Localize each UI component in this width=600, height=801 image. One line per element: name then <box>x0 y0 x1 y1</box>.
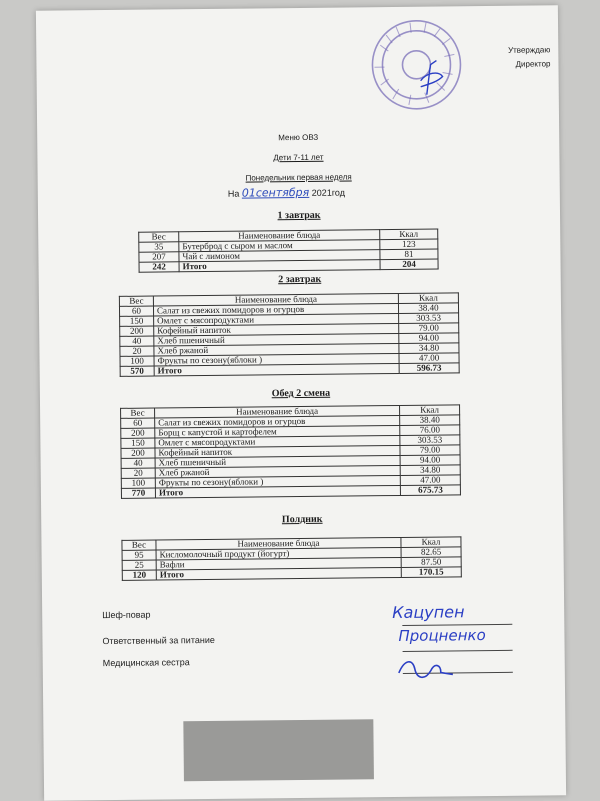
cell-kcal: 94.00 <box>399 333 459 344</box>
section-title-breakfast1: 1 завтрак <box>277 209 321 222</box>
cell-kcal: 170.15 <box>401 567 461 578</box>
cell-name: Кофейный напиток <box>154 323 399 336</box>
table-breakfast2 <box>119 292 460 377</box>
cell-kcal: 76.00 <box>400 425 460 436</box>
cell-weight: 40 <box>120 336 154 346</box>
section-title-lunch: Обед 2 смена <box>271 387 331 400</box>
cell-name: Салат из свежих помидоров и огурцов <box>153 303 398 316</box>
date-handwritten: 01сентября <box>241 185 310 200</box>
cell-name: Чай с лимоном <box>179 250 380 262</box>
cell-name: Фрукты по сезону(яблоки ) <box>155 475 400 488</box>
cell-kcal: 94.00 <box>400 455 460 466</box>
cell-weight: 200 <box>120 326 154 336</box>
section-title-snack: Полдник <box>281 513 323 526</box>
cell-weight: 150 <box>121 438 155 448</box>
cell-weight: 35 <box>139 242 179 252</box>
photo-background-object <box>183 719 374 781</box>
menu-document <box>36 5 566 800</box>
col-kcal: Ккал <box>400 405 460 416</box>
col-name: Наименование блюда <box>156 537 401 550</box>
col-name: Наименование блюда <box>155 405 400 418</box>
cell-weight: 95 <box>122 550 156 560</box>
cell-name: Хлеб пшеничный <box>155 455 400 468</box>
cell-name: Итого <box>154 363 399 376</box>
cell-name: Кофейный напиток <box>155 445 400 458</box>
cell-kcal: 34.80 <box>399 343 459 354</box>
nurse-signature <box>395 652 465 687</box>
cell-weight: 100 <box>120 356 154 366</box>
age-group: Дети 7-11 лет <box>273 152 324 163</box>
chef-label: Шеф-повар <box>102 609 151 621</box>
cell-weight: 207 <box>139 252 179 262</box>
cell-name: Хлеб ржаной <box>155 465 400 478</box>
nurse-label: Медицинская сестра <box>102 657 190 669</box>
cell-kcal: 303.53 <box>399 313 459 324</box>
document-page <box>36 5 566 800</box>
table-total-row <box>120 363 459 377</box>
cell-weight: 25 <box>122 560 156 570</box>
cell-kcal: 303.53 <box>400 435 460 446</box>
cell-name: Итого <box>156 567 401 580</box>
date-prefix: На <box>227 188 240 199</box>
cell-kcal: 47.00 <box>400 475 460 486</box>
table-snack <box>121 536 461 581</box>
chef-signature: Кацупен <box>392 602 465 623</box>
cell-name: Салат из свежих помидоров и огурцов <box>155 415 400 428</box>
cell-weight: 770 <box>121 488 155 498</box>
cell-name: Хлеб пшеничный <box>154 333 399 346</box>
cell-weight: 100 <box>121 478 155 488</box>
col-kcal: Ккал <box>401 537 461 548</box>
cell-name: Кисломолочный продукт (йогурт) <box>156 547 401 560</box>
cell-name: Бутерброд с сыром и маслом <box>179 240 380 252</box>
cell-kcal: 38.40 <box>400 415 460 426</box>
cell-weight: 150 <box>120 316 154 326</box>
cell-kcal: 204 <box>380 259 438 270</box>
table-total-row <box>139 259 438 272</box>
table-total-row <box>121 485 460 499</box>
cell-name: Омлет с мясопродуктами <box>155 435 400 448</box>
cell-kcal: 675.73 <box>400 485 460 496</box>
date-line <box>228 186 345 200</box>
col-kcal: Ккал <box>398 293 458 304</box>
col-name: Наименование блюда <box>179 230 380 242</box>
cell-kcal: 34.80 <box>400 465 460 476</box>
cell-kcal: 87.50 <box>401 557 461 568</box>
director-label: Директор <box>515 59 551 69</box>
section-title-breakfast2: 2 завтрак <box>278 273 322 286</box>
cell-weight: 20 <box>121 468 155 478</box>
year-suffix: 2021год <box>311 187 345 198</box>
cell-weight: 570 <box>120 366 154 376</box>
cell-weight: 60 <box>119 306 153 316</box>
cell-weight: 60 <box>121 418 155 428</box>
cell-weight: 242 <box>139 262 179 272</box>
table-lunch <box>120 404 461 499</box>
col-weight: Вес <box>119 296 153 306</box>
cell-weight: 20 <box>120 346 154 356</box>
responsible-label: Ответственный за питание <box>102 634 215 647</box>
cell-weight: 120 <box>122 570 156 580</box>
cell-name: Итого <box>179 260 380 272</box>
cell-kcal: 79.00 <box>400 445 460 456</box>
col-name: Наименование блюда <box>153 293 398 306</box>
col-weight: Вес <box>122 540 156 550</box>
table-breakfast1 <box>138 229 438 273</box>
col-weight: Вес <box>139 232 179 242</box>
table-total-row <box>122 567 461 581</box>
cell-weight: 40 <box>121 458 155 468</box>
cell-name: Фрукты по сезону(яблоки ) <box>154 353 399 366</box>
cell-name: Итого <box>155 485 400 498</box>
approve-label: Утверждаю <box>507 45 551 55</box>
cell-weight: 200 <box>121 448 155 458</box>
cell-kcal: 79.00 <box>399 323 459 334</box>
document-title: Меню ОВЗ <box>278 132 319 143</box>
cell-name: Хлеб ржаной <box>154 343 399 356</box>
cell-weight: 200 <box>121 428 155 438</box>
approval-block <box>508 43 551 71</box>
cell-kcal: 123 <box>380 239 438 250</box>
cell-name: Вафли <box>156 557 401 570</box>
cell-kcal: 38.40 <box>398 303 458 314</box>
col-kcal: Ккал <box>380 229 438 240</box>
week-day: Понедельник первая неделя <box>245 172 352 183</box>
cell-kcal: 82.65 <box>401 547 461 558</box>
cell-kcal: 596.73 <box>399 363 459 374</box>
cell-name: Омлет с мясопродуктами <box>154 313 399 326</box>
cell-kcal: 81 <box>380 249 438 260</box>
cell-name: Борщ с капустой и картофелем <box>155 425 400 438</box>
director-signature <box>396 56 456 97</box>
cell-kcal: 47.00 <box>399 353 459 364</box>
col-weight: Вес <box>121 408 155 418</box>
responsible-signature: Процненко <box>398 626 486 645</box>
